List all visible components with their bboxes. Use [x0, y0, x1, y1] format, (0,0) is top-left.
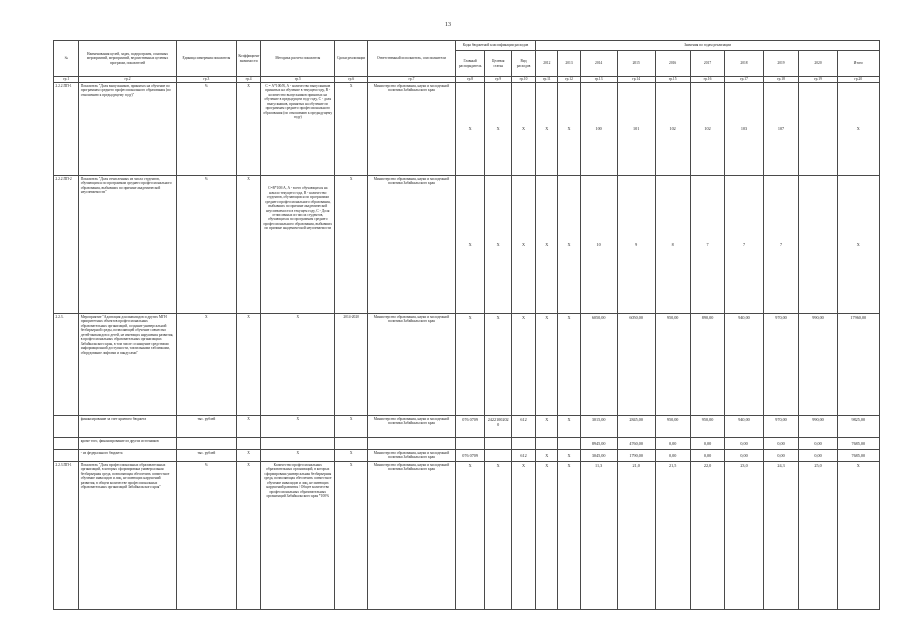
row-number: 2.2.2.ПП-1 — [54, 83, 79, 176]
row-value: 0,00 — [725, 438, 763, 450]
header-no: № — [54, 41, 79, 77]
row-responsible: Министерство образования, науки и молодежной политики Забайкальского края — [368, 176, 456, 314]
row-value: 102 — [690, 83, 725, 176]
row-value: 1790,00 — [617, 450, 655, 462]
row-total: 7685,00 — [837, 450, 879, 462]
header-responsible: Ответственный исполнитель, соисполнители — [368, 41, 456, 77]
row-name: Показатель "Доля отчисленных из числа студентов, обучающихся по программам среднего профессионального образования, выбывших по причине академической неуспеваемости" — [79, 176, 176, 314]
row-value: 990,00 — [799, 416, 837, 438]
column-number: гр.4 — [236, 77, 260, 83]
row-unit — [176, 438, 236, 450]
table-row — [54, 416, 880, 438]
row-method: Количество профессиональных образовательных организаций, в которых сформирована универсальная безбарьерная среда, позволяющая обеспечить совместное обучение инвалидов и лиц, не имеющих нарушений развития / Общее количество профессиональных образовательных организаций Забайкальского края *100% — [261, 462, 335, 610]
header-term: Сроки реализации — [335, 41, 368, 77]
row-code: Х — [485, 462, 511, 610]
row-code: Х — [485, 176, 511, 314]
row-coef: Х — [236, 462, 260, 610]
row-value: 890,00 — [690, 314, 725, 416]
row-responsible: Министерство образования, науки и молодежной политики Забайкальского края — [368, 83, 456, 176]
row-term: 2014-2020 — [335, 314, 368, 416]
row-value: 0,00 — [799, 450, 837, 462]
row-value: 101 — [617, 83, 655, 176]
row-coef: Х — [236, 416, 260, 438]
column-number: гр.9 — [485, 77, 511, 83]
row-code: 612 — [511, 416, 535, 438]
row-method: С=В*100/А, А - всего обучающихся на начало текущего года, В - количество студентов, обучающихся по программам среднего профессионального образования, выбывших по причине академической неуспеваемости в текущем году, С - Доля отчисленных из числа студентов, обучающихся по программам среднего профессионального образования, выбывших по причине академической неуспеваемости — [261, 176, 335, 314]
row-coef: Х — [236, 83, 260, 176]
row-value: Х — [536, 176, 558, 314]
row-value: 0,00 — [725, 450, 763, 462]
row-term: Х — [335, 450, 368, 462]
table-row — [54, 438, 880, 450]
header-year: 2014 — [580, 51, 617, 77]
row-value: Х — [558, 416, 580, 438]
row-code — [455, 438, 485, 450]
header-method: Методика расчета показателя — [261, 41, 335, 77]
column-number: гр.6 — [335, 77, 368, 83]
row-number — [54, 450, 79, 462]
column-number: гр.19 — [799, 77, 837, 83]
row-code: Х — [511, 176, 535, 314]
row-total: 9825,00 — [837, 416, 879, 438]
row-method — [261, 438, 335, 450]
row-value: 3045,00 — [580, 450, 617, 462]
row-value: 22,0 — [690, 462, 725, 610]
row-coef: Х — [236, 314, 260, 416]
page-number: 13 — [445, 22, 451, 28]
row-name: Показатель "Доля профессиональных образовательных организаций, в которых сформирована универсальная безбарьерная среда, позволяющая обеспечить совместное обучение инвалидов и лиц, не имеющих нарушений развития, в общем количестве профессиональных образовательных организаций Забайкальского края" — [79, 462, 176, 610]
row-value: Х — [558, 83, 580, 176]
row-value: 950,00 — [655, 416, 690, 438]
row-code: Х — [511, 462, 535, 610]
row-responsible: Министерство образования, науки и молодежной политики Забайкальского края — [368, 314, 456, 416]
row-value: 24,3 — [763, 462, 799, 610]
row-number: 2.2.3.ПП-1 — [54, 462, 79, 610]
row-unit: Х — [176, 314, 236, 416]
row-value-empty — [799, 176, 837, 314]
row-coef — [236, 438, 260, 450]
table-row — [54, 462, 880, 610]
row-method: С = А*100/В, А - количество выпускников принятых на обучение в текущем году, В - количество выпускников принятых на обучение в предыдущем году году, С - доля выпускников, принятых на обучение по программам среднего профессионального образования (по отношению к предыдущему году) — [261, 83, 335, 176]
row-unit: % — [176, 462, 236, 610]
header-year: 2018 — [725, 51, 763, 77]
row-code: Х — [455, 462, 485, 610]
row-value: 103 — [725, 83, 763, 176]
row-code — [485, 450, 511, 462]
column-number: гр.1 — [54, 77, 79, 83]
row-name: финансирование за счет краевого бюджета — [79, 416, 176, 438]
header-year: 2019 — [763, 51, 799, 77]
row-value-empty — [799, 83, 837, 176]
table-row — [54, 450, 880, 462]
row-total: Х — [837, 462, 879, 610]
header-year: 2012 — [536, 51, 558, 77]
row-unit: тыс. рублей — [176, 416, 236, 438]
row-total: Х — [837, 176, 879, 314]
row-value: Х — [536, 462, 558, 610]
row-code: Х — [455, 83, 485, 176]
row-name: Мероприятие "Адаптация для инвалидов и других МГН приоритетных объектов профессиональных образовательных организаций, создание универсальной безбарьерной среды, позволяющей обучение совместно детей-инвалидов и детей, не имеющих нарушения развития, в профессиональных образовательных организациях Забайкальского края, в том числе: оснащение средствами информационной доступности, тактильными табличками, оборудование лифтами и пандусами" — [79, 314, 176, 416]
row-value: 0,00 — [799, 438, 837, 450]
row-code: Х — [455, 176, 485, 314]
row-value: 3015,00 — [580, 416, 617, 438]
row-value: Х — [558, 462, 580, 610]
column-number: гр.7 — [368, 77, 456, 83]
row-value: 21,5 — [655, 462, 690, 610]
row-unit: % — [176, 83, 236, 176]
row-value: 950,00 — [655, 314, 690, 416]
row-code: 2422100202 0 — [485, 416, 511, 438]
table-row — [54, 176, 880, 314]
column-number: гр.10 — [511, 77, 535, 83]
row-value: 2845,00 — [617, 416, 655, 438]
row-method: Х — [261, 416, 335, 438]
column-number: гр.3 — [176, 77, 236, 83]
row-value: 25,0 — [799, 462, 837, 610]
row-code: Х — [485, 83, 511, 176]
row-value: 0,00 — [690, 438, 725, 450]
row-value: Х — [536, 314, 558, 416]
row-number: 2.2.2.ПП-2 — [54, 176, 79, 314]
row-total: 7685,00 — [837, 438, 879, 450]
column-number: гр.8 — [455, 77, 485, 83]
program-table — [53, 40, 880, 610]
row-total: 17960,00 — [837, 314, 879, 416]
header-budget-col: Целевая статья — [485, 51, 511, 77]
column-number: гр.12 — [558, 77, 580, 83]
row-value: Х — [536, 83, 558, 176]
row-value: 9 — [617, 176, 655, 314]
row-name: кроме того, финансирование из других источников — [79, 438, 176, 450]
header-coef: Коэффициент значимости — [236, 41, 260, 77]
header-total: Итого — [837, 51, 879, 77]
header-year: 2016 — [655, 51, 690, 77]
header-year: 2017 — [690, 51, 725, 77]
column-number: гр.11 — [536, 77, 558, 83]
row-value: 0,00 — [690, 450, 725, 462]
row-value: 7 — [763, 176, 799, 314]
row-value: 107 — [763, 83, 799, 176]
row-code: 076 0709 — [455, 416, 485, 438]
row-term: Х — [335, 416, 368, 438]
row-name: Показатель "Доля выпускников, принятых на обучение по программам среднего профессионального образования (по отношению к предыдущему году)" — [79, 83, 176, 176]
row-value: 940,00 — [725, 416, 763, 438]
row-coef: Х — [236, 450, 260, 462]
row-value: 8 — [655, 176, 690, 314]
row-value: 0,00 — [763, 438, 799, 450]
row-code: Х — [511, 314, 535, 416]
header-year: 2013 — [558, 51, 580, 77]
header-year: 2015 — [617, 51, 655, 77]
column-number: гр.20 — [837, 77, 879, 83]
row-value: 4760,00 — [617, 438, 655, 450]
row-value — [558, 438, 580, 450]
row-code: 076 0709 — [455, 450, 485, 462]
row-value — [536, 438, 558, 450]
column-number: гр.14 — [617, 77, 655, 83]
row-method: Х — [261, 314, 335, 416]
row-value: 940,00 — [725, 314, 763, 416]
header-unit: Единица измерения показателя — [176, 41, 236, 77]
row-value: Х — [558, 176, 580, 314]
column-number: гр.17 — [725, 77, 763, 83]
row-responsible — [368, 438, 456, 450]
row-total: Х — [837, 83, 879, 176]
header-values-group: Значения по годам реализации — [536, 41, 880, 51]
row-number — [54, 416, 79, 438]
row-term: Х — [335, 462, 368, 610]
row-responsible: Министерство образования, науки и молодежной политики Забайкальского края — [368, 450, 456, 462]
column-number: гр.18 — [763, 77, 799, 83]
row-term: Х — [335, 83, 368, 176]
row-code: Х — [511, 83, 535, 176]
row-value: 11,3 — [580, 462, 617, 610]
table-row — [54, 314, 880, 416]
header-year: 2020 — [799, 51, 837, 77]
header-budget-col: Вид расходов — [511, 51, 535, 77]
row-unit: тыс. рублей — [176, 450, 236, 462]
row-value: 100 — [580, 83, 617, 176]
row-value: 970,00 — [763, 416, 799, 438]
row-name: - из федерального бюджета — [79, 450, 176, 462]
row-code: Х — [455, 314, 485, 416]
row-value: Х — [558, 450, 580, 462]
row-responsible: Министерство образования, науки и молодежной политики Забайкальского края — [368, 416, 456, 438]
row-number — [54, 438, 79, 450]
row-term — [335, 438, 368, 450]
row-value: 970,00 — [763, 314, 799, 416]
row-value: Х — [536, 450, 558, 462]
row-number: 2.2.3. — [54, 314, 79, 416]
row-coef: Х — [236, 176, 260, 314]
row-code: Х — [485, 314, 511, 416]
row-term: Х — [335, 176, 368, 314]
row-value: 7 — [725, 176, 763, 314]
row-value: 0,00 — [655, 438, 690, 450]
row-value: 7 — [690, 176, 725, 314]
row-value: 990,00 — [799, 314, 837, 416]
header-name: Наименования целей, задач, подпрограмм, основных мероприятий, мероприятий, ведомственных целевых программ, показателей — [79, 41, 176, 77]
row-responsible: Министерство образования, науки и молодежной политики Забайкальского края — [368, 462, 456, 610]
row-value: 0,00 — [655, 450, 690, 462]
table-row — [54, 83, 880, 176]
header-budget-group: Коды бюджетной классификации расходов — [455, 41, 535, 51]
column-number: гр.13 — [580, 77, 617, 83]
row-value: 950,00 — [690, 416, 725, 438]
row-code: 612 — [511, 450, 535, 462]
row-value: 10 — [580, 176, 617, 314]
row-value: 23,0 — [725, 462, 763, 610]
column-number: гр.5 — [261, 77, 335, 83]
row-value: Х — [558, 314, 580, 416]
row-value: 102 — [655, 83, 690, 176]
row-method: Х — [261, 450, 335, 462]
header-budget-col: Главный распорядитель — [455, 51, 485, 77]
row-value: 0,00 — [763, 450, 799, 462]
row-value: 6050,00 — [580, 314, 617, 416]
column-number: гр.16 — [690, 77, 725, 83]
column-number: гр.15 — [655, 77, 690, 83]
row-value: 6050,00 — [617, 314, 655, 416]
row-value: Х — [536, 416, 558, 438]
row-value: 21,0 — [617, 462, 655, 610]
row-value: 8945,00 — [580, 438, 617, 450]
row-code — [485, 438, 511, 450]
column-number: гр.2 — [79, 77, 176, 83]
row-unit: % — [176, 176, 236, 314]
row-code — [511, 438, 535, 450]
